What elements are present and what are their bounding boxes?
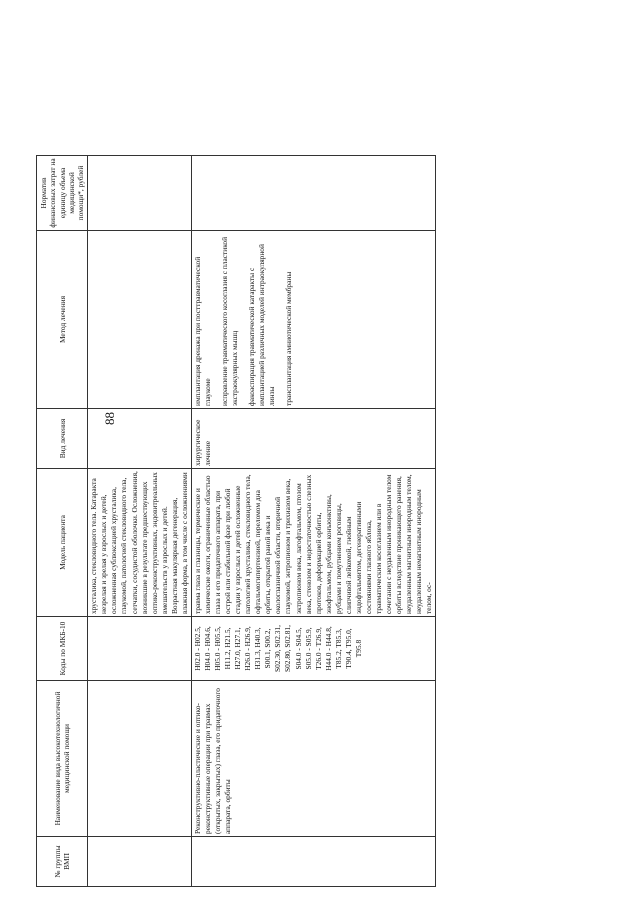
cell-empty bbox=[88, 617, 192, 681]
cell-patient-model-continued: хрусталика, стекловидного тела. Катаракта незрелая и зрелая у взрослых и детей, осложненная сублюксацией хрусталика, глаукомой, патологией стекловидного тела, сетчатки, сосудистой оболочки. Осложнения, возникшие в результате предшествующих оптико-реконструктивных, эндовитреальных вмешательств у взрослых и детей. Возрастная макулярная дегенерация, влажная форма, в том числе с осложнениями bbox=[88, 469, 192, 617]
header-icd-codes: Коды по МКБ-10 bbox=[37, 617, 88, 681]
cell-empty bbox=[88, 837, 192, 887]
header-name: Наименование вида высокотехнологичной медицинской помощи bbox=[37, 681, 88, 837]
header-treatment-type: Вид лечения bbox=[37, 409, 88, 469]
treatment-method-item: имплантация дренажа при посттравматической глаукоме bbox=[192, 256, 212, 406]
cell-empty bbox=[88, 681, 192, 837]
cell-empty bbox=[88, 231, 192, 409]
table-header-row bbox=[37, 156, 88, 887]
table-row-continuation bbox=[88, 156, 192, 887]
treatment-method-item: трансплантация амниотической мембраны bbox=[284, 271, 294, 406]
header-patient-model: Модель пациента bbox=[37, 469, 88, 617]
header-cost-norm: Норматив финансовых затрат на единицу объема медицинской помощи*, рублей bbox=[37, 156, 88, 231]
cell-icd-codes: H02.0 - H02.5, H04.0 - H04.6, H05.0 - H05.5, H11.2, H21.5, H27.0, H27.1, H26.0 - H26.9, H31.3, H40.3, S00.1, S00.2, S02.30, S02.31, S02.80, S02.81, S04.0 - S04.5, S05.0 - S05.9, T26.0 - T26.9, H44.0 - H44.8, T85.2, T85.3, T90.4, T95.0, T95.8 bbox=[191, 617, 436, 681]
cell-cost-norm bbox=[191, 156, 436, 231]
vmp-table bbox=[36, 155, 436, 887]
cell-empty bbox=[88, 156, 192, 231]
cell-treatment-type: хирургическое лечение bbox=[191, 409, 436, 469]
treatment-method-item: факоаспирация травматической катаракты с имплантацией различных моделей интраокулярной линзы bbox=[247, 244, 277, 406]
cell-patient-model: травма глаза и глазницы, термические и химические ожоги, ограниченные областью глаза и его придаточного аппарата, при острой или стабильной фазе при любой стадии у взрослых и детей осложненные патологией хрусталика, стекловидного тела, офтальмогипертензией, переломом дна орбиты, открытой раной века и окологлазничной области, вторичной глаукомой, энтропионом и трихиазом века, эктропионом века, лагофтальмом, птозом века, стенозом и недостаточностью слезных протоков, деформацией орбиты, энофтальмом, рубцами конъюнктивы, рубцами и помутнением роговицы, слипчивой лейкомой, гнойным эндофтальмитом, дегенеративными состояниями глазного яблока, травматическим косоглазием или в сочетании с неудаленным инородным телом орбиты вследствие проникающего ранения, неудаленным магнитным инородным телом, неудаленным немагнитным инородным телом, ос- bbox=[191, 469, 436, 617]
treatment-method-item: исправление травматического косоглазия с пластикой экстраокулярных мышц bbox=[220, 236, 240, 406]
header-treatment-method: Метод лечения bbox=[37, 231, 88, 409]
cell-treatment-methods bbox=[191, 231, 436, 409]
header-group-no: № группы ВМП bbox=[37, 837, 88, 887]
table-row-main bbox=[191, 156, 436, 887]
page-number: 88 bbox=[102, 412, 117, 425]
cell-group-no bbox=[191, 837, 436, 887]
cell-empty bbox=[88, 409, 192, 469]
cell-name: Реконструктивно-пластические и оптико-реконструктивные операции при травмах (открытых, закрытых) глаза, его придаточного аппарата, орбиты bbox=[191, 681, 436, 837]
